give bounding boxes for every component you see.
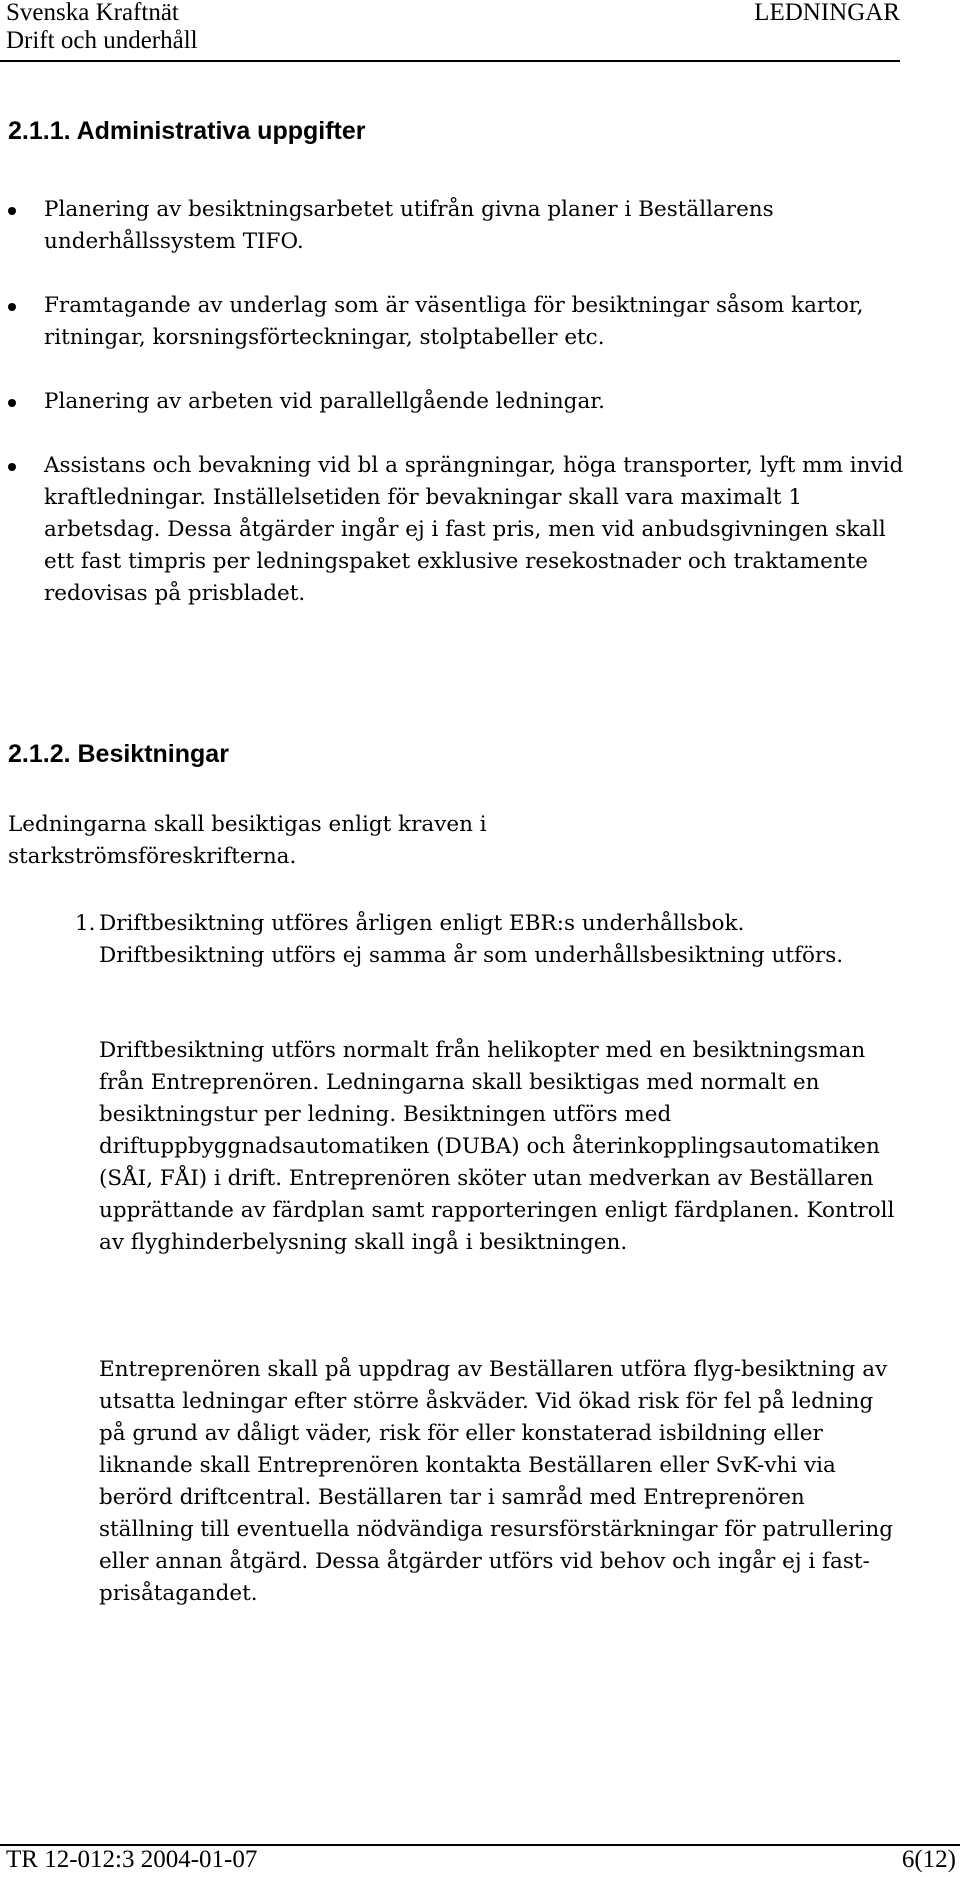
numbered-list-item (75, 908, 899, 972)
list-number: 1. (75, 911, 96, 936)
bullet-icon (8, 303, 16, 311)
bullet-icon (8, 463, 16, 471)
list-item-text: Framtagande av underlag som är väsentliga för besiktningar såsom kartor, ritningar, korsningsförteckningar, stolptabeller etc. (44, 293, 864, 350)
list-item (44, 290, 904, 354)
bullet-list (44, 194, 904, 642)
section-heading-administrativa: 2.1.1. Administrativa uppgifter (8, 117, 366, 145)
header-top-row (6, 0, 900, 28)
header-divider (0, 60, 900, 62)
list-item (44, 450, 904, 610)
numbered-list-text: Driftbesiktning utföres årligen enligt EBR:s underhållsbok. Driftbesiktning utförs ej samma år som underhållsbesiktning utförs. (99, 911, 844, 968)
bullet-icon (8, 207, 16, 215)
section-heading-besiktningar: 2.1.2. Besiktningar (8, 740, 229, 768)
body-paragraph-driftbesiktning: Driftbesiktning utförs normalt från helikopter med en besiktningsman från Entreprenören. Ledningarna skall besiktigas med normalt en besiktningstur per ledning. Besiktningen utförs med driftuppbyggnadsautomatiken (DUBA) och återinkopplingsautomatiken (SÅI, FÅI) i drift. Entreprenören sköter utan medverkan av Beställaren upprättande av färdplan samt rapporteringen enligt färdplanen. Kontroll av flyghinderbelysning skall ingå i besiktningen. (99, 1038, 895, 1255)
list-item-text: Planering av besiktningsarbetet utifrån givna planer i Beställarens underhållssystem TIFO. (44, 197, 774, 254)
footer-doc-id: TR 12-012:3 2004-01-07 (6, 1846, 258, 1873)
list-item-text: Assistans och bevakning vid bl a sprängningar, höga transporter, lyft mm invid kraftledningar. Inställelsetiden för bevakningar skall vara maximalt 1 arbetsdag. Dessa åtgärder ingår ej i fast pris, men vid anbudsgivningen skall ett fast timpris per ledningspaket exklusive resekostnader och traktamente redovisas på prisbladet. (44, 453, 904, 606)
page-number: 6(12) (901, 1846, 956, 1873)
body-paragraph-flygbesiktning: Entreprenören skall på uppdrag av Beställaren utföra flyg-besiktning av utsatta ledningar efter större åskväder. Vid ökad risk för fel på ledning på grund av dåligt väder, risk för eller konstaterad isbildning eller liknande skall Entreprenören kontakta Beställaren eller SvK-vhi via berörd driftcentral. Beställaren tar i samråd med Entreprenören ställning till eventuella nödvändiga resursförstärkningar för patrullering eller annan åtgärd. Dessa åtgärder utförs vid behov och ingår ej i fast-prisåtagandet. (99, 1357, 894, 1606)
footer-row (6, 1845, 956, 1875)
intro-paragraph: Ledningarna skall besiktigas enligt kraven i starkströmsföreskrifterna. (8, 812, 487, 869)
list-item (44, 386, 904, 418)
bullet-icon (8, 399, 16, 407)
header-org: Svenska Kraftnät (6, 0, 179, 26)
header-bottom-row (6, 26, 900, 56)
header-subtitle: Drift och underhåll (6, 27, 198, 54)
header-category: LEDNINGAR (754, 0, 900, 26)
list-item-text: Planering av arbeten vid parallellgående ledningar. (44, 389, 606, 414)
list-item (44, 194, 904, 258)
